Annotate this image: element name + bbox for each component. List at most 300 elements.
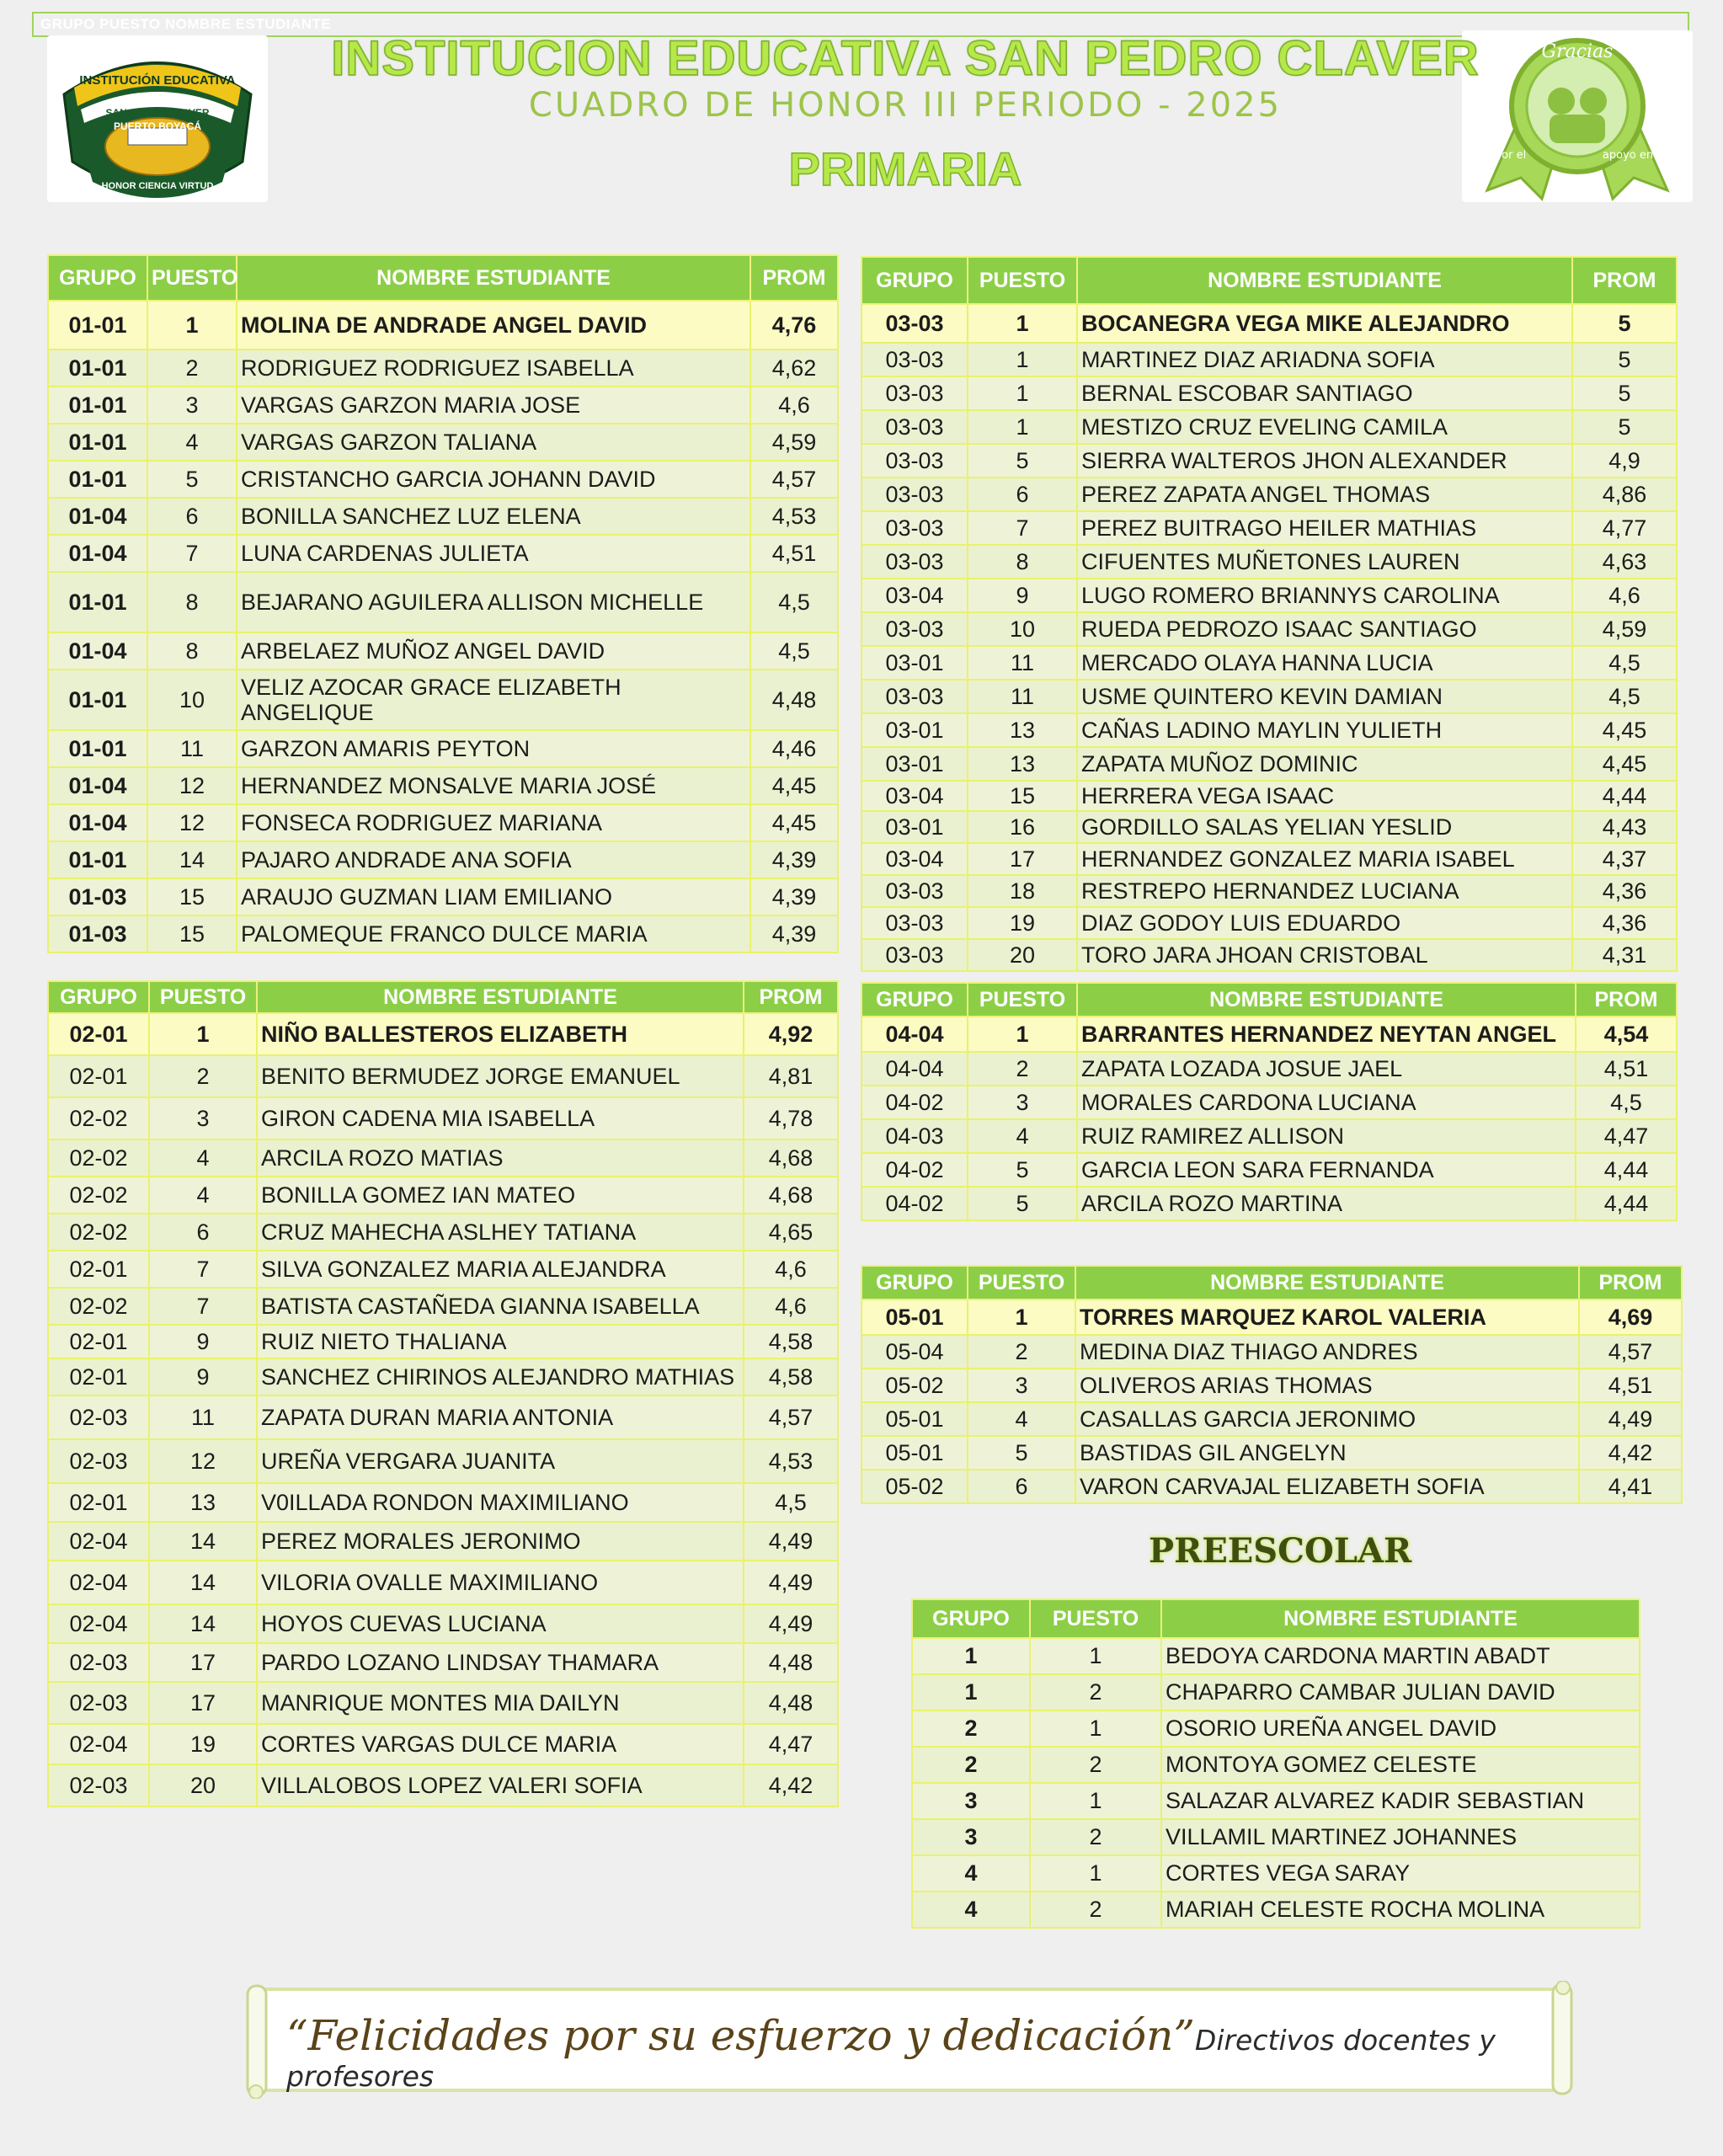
prom-cell: 4,59 <box>750 424 838 461</box>
table-row <box>48 1325 838 1358</box>
nombre-cell: MANRIQUE MONTES MIA DAILYN <box>257 1682 744 1724</box>
footer-message <box>286 2011 1566 2093</box>
puesto-cell: 7 <box>149 1288 257 1325</box>
table-row <box>48 301 838 350</box>
puesto-cell: 14 <box>147 841 237 878</box>
prom-cell: 4,86 <box>1572 478 1677 511</box>
table-row <box>912 1674 1640 1710</box>
nombre-cell: VARGAS GARZON MARIA JOSE <box>237 387 750 424</box>
nombre-cell: CRUZ MAHECHA ASLHEY TATIANA <box>257 1214 744 1251</box>
grupo-cell: 03-04 <box>862 781 968 811</box>
table-row <box>862 1187 1677 1220</box>
puesto-cell: 17 <box>149 1682 257 1724</box>
table-row <box>862 1436 1682 1470</box>
grupo-cell: 04-02 <box>862 1153 968 1187</box>
table-row <box>862 1402 1682 1436</box>
nombre-cell: HOYOS CUEVAS LUCIANA <box>257 1604 744 1643</box>
col-nombre: NOMBRE ESTUDIANTE <box>257 981 744 1013</box>
school-name: INSTITUCION EDUCATIVA SAN PEDRO CLAVER <box>331 31 1480 86</box>
puesto-cell: 2 <box>1030 1819 1161 1855</box>
grupo-cell: 02-04 <box>48 1724 149 1764</box>
puesto-cell: 7 <box>968 511 1077 545</box>
prom-cell: 5 <box>1572 343 1677 376</box>
nombre-cell: BONILLA SANCHEZ LUZ ELENA <box>237 498 750 535</box>
nombre-cell: DIAZ GODOY LUIS EDUARDO <box>1077 907 1572 939</box>
prom-cell: 4,49 <box>1579 1402 1682 1436</box>
grupo-cell: 04-03 <box>862 1119 968 1153</box>
prom-cell: 4,36 <box>1572 875 1677 907</box>
table-row <box>862 511 1677 545</box>
puesto-cell: 2 <box>147 350 237 387</box>
col-puesto: PUESTO <box>968 983 1077 1017</box>
nombre-cell: TORO JARA JHOAN CRISTOBAL <box>1077 939 1572 971</box>
prom-cell: 5 <box>1572 376 1677 410</box>
prom-cell: 4,78 <box>744 1097 838 1139</box>
puesto-cell: 10 <box>147 670 237 730</box>
table-row <box>862 1153 1677 1187</box>
nombre-cell: BENITO BERMUDEZ JORGE EMANUEL <box>257 1055 744 1097</box>
nombre-cell: NIÑO BALLESTEROS ELIZABETH <box>257 1013 744 1055</box>
nombre-cell: MESTIZO CRUZ EVELING CAMILA <box>1077 410 1572 444</box>
table-row <box>48 632 838 670</box>
puesto-cell: 14 <box>149 1604 257 1643</box>
prom-cell: 4,5 <box>1572 646 1677 680</box>
puesto-cell: 1 <box>968 343 1077 376</box>
puesto-cell: 2 <box>968 1052 1077 1086</box>
grupo-cell: 04-02 <box>862 1086 968 1119</box>
prom-cell: 4,31 <box>1572 939 1677 971</box>
grade4-honor-table <box>861 982 1678 1221</box>
grupo-cell: 03-03 <box>862 444 968 478</box>
grupo-cell: 02-03 <box>48 1439 149 1483</box>
nombre-cell: LUGO ROMERO BRIANNYS CAROLINA <box>1077 579 1572 612</box>
nombre-cell: BEDOYA CARDONA MARTIN ABADT <box>1161 1638 1640 1674</box>
table-row <box>912 1710 1640 1747</box>
col-prom: PROM <box>1579 1266 1682 1299</box>
puesto-cell: 2 <box>149 1055 257 1097</box>
logo-text-middle1: SAN PEDRO CLAVER <box>105 107 210 119</box>
prom-cell: 4,45 <box>1572 747 1677 781</box>
grupo-cell: 01-01 <box>48 424 147 461</box>
grupo-cell: 03-03 <box>862 545 968 579</box>
puesto-cell: 2 <box>1030 1674 1161 1710</box>
grade5-honor-table <box>861 1265 1683 1504</box>
grupo-cell: 02-02 <box>48 1177 149 1214</box>
table-header-row <box>862 1266 1682 1299</box>
table-row <box>48 424 838 461</box>
table-row <box>862 939 1677 971</box>
grupo-cell: 01-01 <box>48 350 147 387</box>
prom-cell: 4,6 <box>1572 579 1677 612</box>
puesto-cell: 3 <box>968 1086 1077 1119</box>
table-row <box>912 1783 1640 1819</box>
puesto-cell: 1 <box>147 301 237 350</box>
puesto-cell: 14 <box>149 1522 257 1561</box>
prom-cell: 4,49 <box>744 1522 838 1561</box>
table-row <box>48 1682 838 1724</box>
table-row <box>48 572 838 632</box>
prom-cell: 4,44 <box>1576 1153 1677 1187</box>
table-row <box>48 1764 838 1806</box>
table-row <box>912 1819 1640 1855</box>
grupo-cell: 03-03 <box>862 511 968 545</box>
nombre-cell: BEJARANO AGUILERA ALLISON MICHELLE <box>237 572 750 632</box>
table-row <box>48 1013 838 1055</box>
table-row <box>48 1288 838 1325</box>
col-puesto: PUESTO <box>968 1266 1075 1299</box>
table-row <box>48 1251 838 1288</box>
nombre-cell: SALAZAR ALVAREZ KADIR SEBASTIAN <box>1161 1783 1640 1819</box>
prom-cell: 4,48 <box>750 670 838 730</box>
school-crest-icon <box>47 35 268 202</box>
logo-text-middle2: PUERTO BOYACÁ <box>113 120 202 132</box>
grupo-cell: 2 <box>912 1747 1030 1783</box>
puesto-cell: 5 <box>147 461 237 498</box>
grupo-cell: 04-02 <box>862 1187 968 1220</box>
nombre-cell: RESTREPO HERNANDEZ LUCIANA <box>1077 875 1572 907</box>
puesto-cell: 6 <box>149 1214 257 1251</box>
puesto-cell: 11 <box>968 680 1077 713</box>
nombre-cell: BASTIDAS GIL ANGELYN <box>1075 1436 1579 1470</box>
prom-cell: 4,6 <box>744 1251 838 1288</box>
medal-text-right: apoyo en casa <box>1602 149 1683 162</box>
nombre-cell: PALOMEQUE FRANCO DULCE MARIA <box>237 915 750 953</box>
grupo-cell: 03-03 <box>862 343 968 376</box>
nombre-cell: RODRIGUEZ RODRIGUEZ ISABELLA <box>237 350 750 387</box>
nombre-cell: MEDINA DIAZ THIAGO ANDRES <box>1075 1335 1579 1369</box>
table-row <box>48 767 838 804</box>
medal-text-top: Gracias <box>1541 41 1614 62</box>
nombre-cell: OSORIO UREÑA ANGEL DAVID <box>1161 1710 1640 1747</box>
nombre-cell: VILORIA OVALLE MAXIMILIANO <box>257 1561 744 1604</box>
grupo-cell: 01-04 <box>48 804 147 841</box>
table-header-row <box>48 981 838 1013</box>
nombre-cell: MARTINEZ DIAZ ARIADNA SOFIA <box>1077 343 1572 376</box>
puesto-cell: 6 <box>968 478 1077 511</box>
nombre-cell: GARCIA LEON SARA FERNANDA <box>1077 1153 1576 1187</box>
table-row <box>48 350 838 387</box>
table-row <box>48 670 838 730</box>
table-row <box>48 1139 838 1177</box>
puesto-cell: 2 <box>1030 1892 1161 1928</box>
col-nombre: NOMBRE ESTUDIANTE <box>237 255 750 301</box>
table-row <box>862 811 1677 843</box>
prom-cell: 4,47 <box>1576 1119 1677 1153</box>
nombre-cell: HERNANDEZ GONZALEZ MARIA ISABEL <box>1077 843 1572 875</box>
logo-text-bottom: HONOR CIENCIA VIRTUD <box>101 181 214 191</box>
grupo-cell: 05-01 <box>862 1299 968 1335</box>
table-row <box>862 1299 1682 1335</box>
puesto-cell: 14 <box>149 1561 257 1604</box>
puesto-cell: 15 <box>147 878 237 915</box>
grupo-cell: 03-03 <box>862 612 968 646</box>
col-prom: PROM <box>750 255 838 301</box>
table-row <box>48 1483 838 1522</box>
grupo-cell: 03-03 <box>862 304 968 343</box>
prom-cell: 4,57 <box>1579 1335 1682 1369</box>
grupo-cell: 01-01 <box>48 461 147 498</box>
grupo-cell: 02-02 <box>48 1097 149 1139</box>
table-row <box>862 907 1677 939</box>
grupo-cell: 05-04 <box>862 1335 968 1369</box>
prom-cell: 4,65 <box>744 1214 838 1251</box>
prom-cell: 4,5 <box>750 572 838 632</box>
prom-cell: 4,62 <box>750 350 838 387</box>
table-row <box>48 1055 838 1097</box>
logo-text-top: INSTITUCIÓN EDUCATIVA <box>79 73 236 88</box>
prom-cell: 4,36 <box>1572 907 1677 939</box>
nombre-cell: CAÑAS LADINO MAYLIN YULIETH <box>1077 713 1572 747</box>
grupo-cell: 03-01 <box>862 646 968 680</box>
nombre-cell: MONTOYA GOMEZ CELESTE <box>1161 1747 1640 1783</box>
nombre-cell: MORALES CARDONA LUCIANA <box>1077 1086 1576 1119</box>
col-nombre: NOMBRE ESTUDIANTE <box>1161 1599 1640 1638</box>
table-row <box>862 444 1677 478</box>
grupo-cell: 01-01 <box>48 572 147 632</box>
prom-cell: 5 <box>1572 410 1677 444</box>
preescolar-title: PREESCOLAR <box>1149 1531 1412 1571</box>
grupo-cell: 02-02 <box>48 1139 149 1177</box>
nombre-cell: ZAPATA LOZADA JOSUE JAEL <box>1077 1052 1576 1086</box>
nombre-cell: ARBELAEZ MUÑOZ ANGEL DAVID <box>237 632 750 670</box>
puesto-cell: 4 <box>147 424 237 461</box>
table-row <box>48 387 838 424</box>
table-row <box>862 875 1677 907</box>
col-puesto: PUESTO <box>968 257 1077 304</box>
table-row <box>48 1097 838 1139</box>
prom-cell: 4,59 <box>1572 612 1677 646</box>
nombre-cell: CORTES VARGAS DULCE MARIA <box>257 1724 744 1764</box>
nombre-cell: BONILLA GOMEZ IAN MATEO <box>257 1177 744 1214</box>
nombre-cell: VILLAMIL MARTINEZ JOHANNES <box>1161 1819 1640 1855</box>
prom-cell: 4,76 <box>750 301 838 350</box>
puesto-cell: 11 <box>147 730 237 767</box>
congrats-quote: “Felicidades por su esfuerzo y dedicación” <box>286 2011 1195 2060</box>
nombre-cell: PEREZ BUITRAGO HEILER MATHIAS <box>1077 511 1572 545</box>
grupo-cell: 01-04 <box>48 535 147 572</box>
grupo-cell: 1 <box>912 1638 1030 1674</box>
nombre-cell: BATISTA CASTAÑEDA GIANNA ISABELLA <box>257 1288 744 1325</box>
puesto-cell: 19 <box>968 907 1077 939</box>
table-row <box>862 545 1677 579</box>
grupo-cell: 03-04 <box>862 843 968 875</box>
grupo-cell: 03-04 <box>862 579 968 612</box>
table-row <box>912 1892 1640 1928</box>
grupo-cell: 02-04 <box>48 1561 149 1604</box>
grupo-cell: 02-01 <box>48 1013 149 1055</box>
col-puesto: PUESTO <box>1030 1599 1161 1638</box>
medal-text-left: Por el <box>1495 149 1527 162</box>
prom-cell: 4,5 <box>744 1483 838 1522</box>
puesto-cell: 1 <box>1030 1855 1161 1892</box>
grupo-cell: 03-03 <box>862 410 968 444</box>
top-strip-text: GRUPO PUESTO NOMBRE ESTUDIANTE <box>40 16 332 32</box>
table-row <box>862 1335 1682 1369</box>
nombre-cell: LUNA CARDENAS JULIETA <box>237 535 750 572</box>
grupo-cell: 02-01 <box>48 1358 149 1396</box>
puesto-cell: 4 <box>968 1402 1075 1436</box>
grupo-cell: 03-03 <box>862 680 968 713</box>
table-row <box>48 461 838 498</box>
puesto-cell: 6 <box>147 498 237 535</box>
puesto-cell: 15 <box>147 915 237 953</box>
puesto-cell: 13 <box>149 1483 257 1522</box>
table-row <box>862 747 1677 781</box>
grupo-cell: 01-01 <box>48 730 147 767</box>
grupo-cell: 3 <box>912 1819 1030 1855</box>
signature: Directivos docentes y profesores <box>286 2024 1496 2093</box>
prom-cell: 4,39 <box>750 878 838 915</box>
puesto-cell: 1 <box>1030 1638 1161 1674</box>
grupo-cell: 01-01 <box>48 301 147 350</box>
grade2-honor-table <box>47 980 839 1807</box>
nombre-cell: PARDO LOZANO LINDSAY THAMARA <box>257 1643 744 1682</box>
table-row <box>48 1396 838 1439</box>
prom-cell: 4,77 <box>1572 511 1677 545</box>
preescolar-honor-table <box>911 1598 1640 1929</box>
grupo-cell: 01-04 <box>48 498 147 535</box>
grupo-cell: 02-01 <box>48 1483 149 1522</box>
puesto-cell: 2 <box>1030 1747 1161 1783</box>
nombre-cell: MOLINA DE ANDRADE ANGEL DAVID <box>237 301 750 350</box>
table-row <box>912 1747 1640 1783</box>
prom-cell: 4,42 <box>1579 1436 1682 1470</box>
grupo-cell: 02-03 <box>48 1396 149 1439</box>
col-prom: PROM <box>1576 983 1677 1017</box>
table-row <box>48 915 838 953</box>
nombre-cell: OLIVEROS ARIAS THOMAS <box>1075 1369 1579 1402</box>
prom-cell: 4,43 <box>1572 811 1677 843</box>
table-row <box>862 781 1677 811</box>
prom-cell: 4,81 <box>744 1055 838 1097</box>
col-puesto: PUESTO <box>147 255 237 301</box>
nombre-cell: RUEDA PEDROZO ISAAC SANTIAGO <box>1077 612 1572 646</box>
col-puesto: PUESTO <box>149 981 257 1013</box>
grupo-cell: 4 <box>912 1855 1030 1892</box>
nombre-cell: ARAUJO GUZMAN LIAM EMILIANO <box>237 878 750 915</box>
nombre-cell: CHAPARRO CAMBAR JULIAN DAVID <box>1161 1674 1640 1710</box>
prom-cell: 4,63 <box>1572 545 1677 579</box>
table-row <box>48 1561 838 1604</box>
prom-cell: 4,6 <box>744 1288 838 1325</box>
prom-cell: 4,41 <box>1579 1470 1682 1503</box>
nombre-cell: TORRES MARQUEZ KAROL VALERIA <box>1075 1299 1579 1335</box>
table-row <box>48 730 838 767</box>
prom-cell: 4,45 <box>750 767 838 804</box>
nombre-cell: HERNANDEZ MONSALVE MARIA JOSÉ <box>237 767 750 804</box>
prom-cell: 4,53 <box>750 498 838 535</box>
puesto-cell: 1 <box>149 1013 257 1055</box>
puesto-cell: 4 <box>968 1119 1077 1153</box>
nombre-cell: CORTES VEGA SARAY <box>1161 1855 1640 1892</box>
prom-cell: 5 <box>1572 304 1677 343</box>
nombre-cell: SIERRA WALTEROS JHON ALEXANDER <box>1077 444 1572 478</box>
puesto-cell: 20 <box>149 1764 257 1806</box>
puesto-cell: 8 <box>968 545 1077 579</box>
nombre-cell: CASALLAS GARCIA JERONIMO <box>1075 1402 1579 1436</box>
table-row <box>862 1119 1677 1153</box>
grupo-cell: 03-01 <box>862 747 968 781</box>
puesto-cell: 15 <box>968 781 1077 811</box>
grupo-cell: 02-03 <box>48 1643 149 1682</box>
nombre-cell: ZAPATA DURAN MARIA ANTONIA <box>257 1396 744 1439</box>
grupo-cell: 03-03 <box>862 478 968 511</box>
prom-cell: 4,45 <box>1572 713 1677 747</box>
grupo-cell: 1 <box>912 1674 1030 1710</box>
prom-cell: 4,68 <box>744 1139 838 1177</box>
puesto-cell: 16 <box>968 811 1077 843</box>
grupo-cell: 01-04 <box>48 632 147 670</box>
nombre-cell: HERRERA VEGA ISAAC <box>1077 781 1572 811</box>
prom-cell: 4,54 <box>1576 1017 1677 1052</box>
grupo-cell: 04-04 <box>862 1052 968 1086</box>
puesto-cell: 4 <box>149 1139 257 1177</box>
prom-cell: 4,69 <box>1579 1299 1682 1335</box>
puesto-cell: 6 <box>968 1470 1075 1503</box>
grupo-cell: 4 <box>912 1892 1030 1928</box>
puesto-cell: 12 <box>147 767 237 804</box>
table-row <box>862 1470 1682 1503</box>
grupo-cell: 01-01 <box>48 387 147 424</box>
table-row <box>48 1177 838 1214</box>
puesto-cell: 12 <box>147 804 237 841</box>
nombre-cell: RUIZ RAMIREZ ALLISON <box>1077 1119 1576 1153</box>
table-row <box>48 1643 838 1682</box>
grupo-cell: 02-03 <box>48 1764 149 1806</box>
prom-cell: 4,51 <box>1579 1369 1682 1402</box>
table-row <box>48 1724 838 1764</box>
puesto-cell: 5 <box>968 1153 1077 1187</box>
table-row <box>48 1439 838 1483</box>
grupo-cell: 01-03 <box>48 878 147 915</box>
grupo-cell: 05-01 <box>862 1402 968 1436</box>
puesto-cell: 9 <box>149 1358 257 1396</box>
table-row <box>862 376 1677 410</box>
prom-cell: 4,9 <box>1572 444 1677 478</box>
grupo-cell: 05-02 <box>862 1369 968 1402</box>
table-row <box>862 410 1677 444</box>
grupo-cell: 03-03 <box>862 875 968 907</box>
puesto-cell: 9 <box>968 579 1077 612</box>
prom-cell: 4,57 <box>744 1396 838 1439</box>
puesto-cell: 17 <box>968 843 1077 875</box>
puesto-cell: 1 <box>1030 1710 1161 1747</box>
prom-cell: 4,44 <box>1576 1187 1677 1220</box>
prom-cell: 4,49 <box>744 1604 838 1643</box>
puesto-cell: 4 <box>149 1177 257 1214</box>
nombre-cell: GIRON CADENA MIA ISABELLA <box>257 1097 744 1139</box>
table-row <box>48 535 838 572</box>
prom-cell: 4,92 <box>744 1013 838 1055</box>
grupo-cell: 03-01 <box>862 811 968 843</box>
prom-cell: 4,68 <box>744 1177 838 1214</box>
table-row <box>862 1086 1677 1119</box>
grupo-cell: 01-01 <box>48 670 147 730</box>
table-header-row <box>912 1599 1640 1638</box>
prom-cell: 4,57 <box>750 461 838 498</box>
col-grupo: GRUPO <box>912 1599 1030 1638</box>
grupo-cell: 04-04 <box>862 1017 968 1052</box>
puesto-cell: 8 <box>147 572 237 632</box>
nombre-cell: CRISTANCHO GARCIA JOHANN DAVID <box>237 461 750 498</box>
period-subtitle: CUADRO DE HONOR III PERIODO - 2025 <box>528 86 1283 125</box>
prom-cell: 4,44 <box>1572 781 1677 811</box>
prom-cell: 4,6 <box>750 387 838 424</box>
nombre-cell: VILLALOBOS LOPEZ VALERI SOFIA <box>257 1764 744 1806</box>
nombre-cell: VELIZ AZOCAR GRACE ELIZABETH ANGELIQUE <box>237 670 750 730</box>
table-row <box>862 612 1677 646</box>
table-header-row <box>862 983 1677 1017</box>
